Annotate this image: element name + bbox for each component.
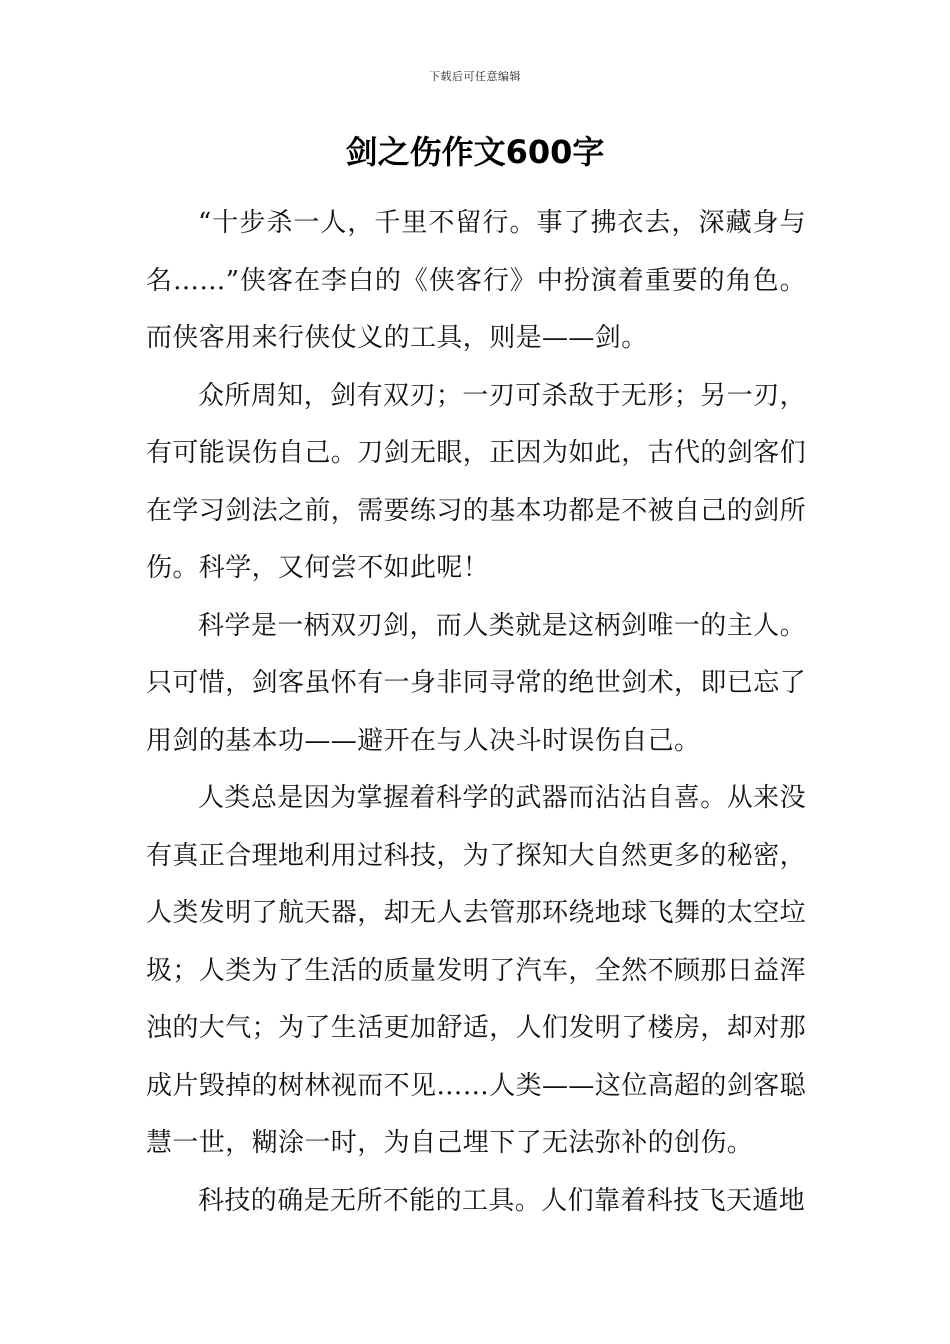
- paragraph-3: 科学是一柄双刃剑，而人类就是这柄剑唯一的主人。只可惜，剑客虽怀有一身非同寻常的绝世剑术，即已忘了用剑的基本功——避开在与人决斗时误伤自己。: [146, 610, 807, 756]
- paragraph-5: 科技的确是无所不能的工具。人们靠着科技飞天遁地: [198, 1185, 806, 1216]
- document-title: 剑之伤作文600字: [345, 133, 605, 171]
- header-note: 下载后可任意编辑: [429, 70, 521, 83]
- paragraph-2: 众所周知，剑有双刃；一刃可杀敌于无形；另一刃，有可能误伤自己。刀剑无眼，正因为如此，古代的剑客们在学习剑法之前，需要练习的基本功都是不被自己的剑所伤。科学，又何尝不如此呢！: [146, 380, 807, 583]
- paragraph-1: “十步杀一人，千里不留行。事了拂衣去，深藏身与名……”侠客在李白的《侠客行》中扮演着重要的角色。而侠客用来行侠仗义的工具，则是——剑。: [146, 208, 806, 353]
- document-body: [146, 195, 806, 1230]
- paragraph-4: 人类总是因为掌握着科学的武器而沾沾自喜。从来没有真正合理地利用过科技，为了探知大自然更多的秘密，人类发明了航天器，却无人去管那环绕地球飞舞的太空垃圾；人类为了生活的质量发明了汽车，全然不顾那日益浑浊的大气；为了生活更加舒适，人们发明了楼房，却对那成片毁掉的树林视而不见……人类——这位高超的剑客聪慧一世，糊涂一时，为自己埋下了无法弥补的创伤。: [146, 783, 807, 1158]
